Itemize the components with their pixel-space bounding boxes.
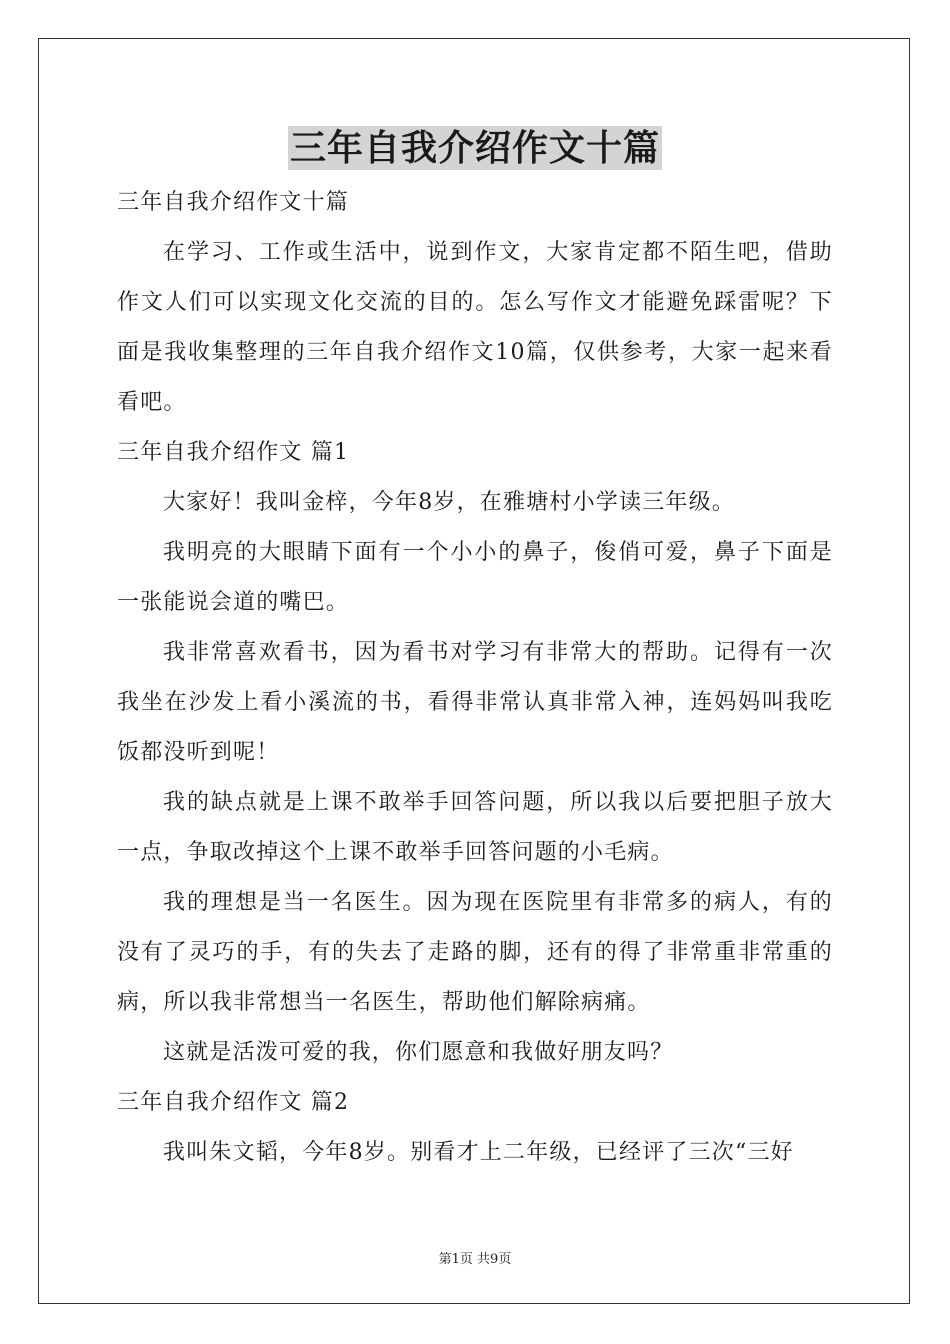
- paragraph: 我的理想是当一名医生。因为现在医院里有非常多的病人，有的没有了灵巧的手，有的失去了走路的脚，还有的得了非常重非常重的病，所以我非常想当一名医生，帮助他们解除病痛。: [117, 890, 833, 1015]
- document-title: 三年自我介绍作文十篇: [289, 127, 660, 169]
- paragraph: 大家好！我叫金梓，今年8岁，在雅塘村小学读三年级。: [163, 490, 735, 515]
- subtitle: 三年自我介绍作文十篇: [117, 190, 350, 215]
- section-heading: 三年自我介绍作文 篇1: [117, 440, 350, 465]
- section-heading: 三年自我介绍作文 篇2: [117, 1090, 350, 1115]
- page-footer: 第1页 共9页: [438, 1252, 512, 1267]
- paragraph: 我叫朱文韬，今年8岁。别看才上二年级，已经评了三次“三好: [163, 1140, 794, 1165]
- paragraph: 我明亮的大眼睛下面有一个小小的鼻子，俊俏可爱，鼻子下面是一张能说会道的嘴巴。: [117, 540, 833, 615]
- title-container: [0, 126, 950, 170]
- paragraph: 这就是活泼可爱的我，你们愿意和我做好朋友吗？: [163, 1040, 674, 1065]
- intro-paragraph: 在学习、工作或生活中，说到作文，大家肯定都不陌生吧，借助作文人们可以实现文化交流的目的。怎么写作文才能避免踩雷呢？下面是我收集整理的三年自我介绍作文10篇，仅供参考，大家一起来看看吧。: [117, 240, 833, 415]
- document-body: [117, 178, 833, 1178]
- paragraph: 我非常喜欢看书，因为看书对学习有非常大的帮助。记得有一次我坐在沙发上看小溪流的书，看得非常认真非常入神，连妈妈叫我吃饭都没听到呢！: [117, 640, 833, 765]
- paragraph: 我的缺点就是上课不敢举手回答问题，所以我以后要把胆子放大一点，争取改掉这个上课不敢举手回答问题的小毛病。: [117, 790, 833, 865]
